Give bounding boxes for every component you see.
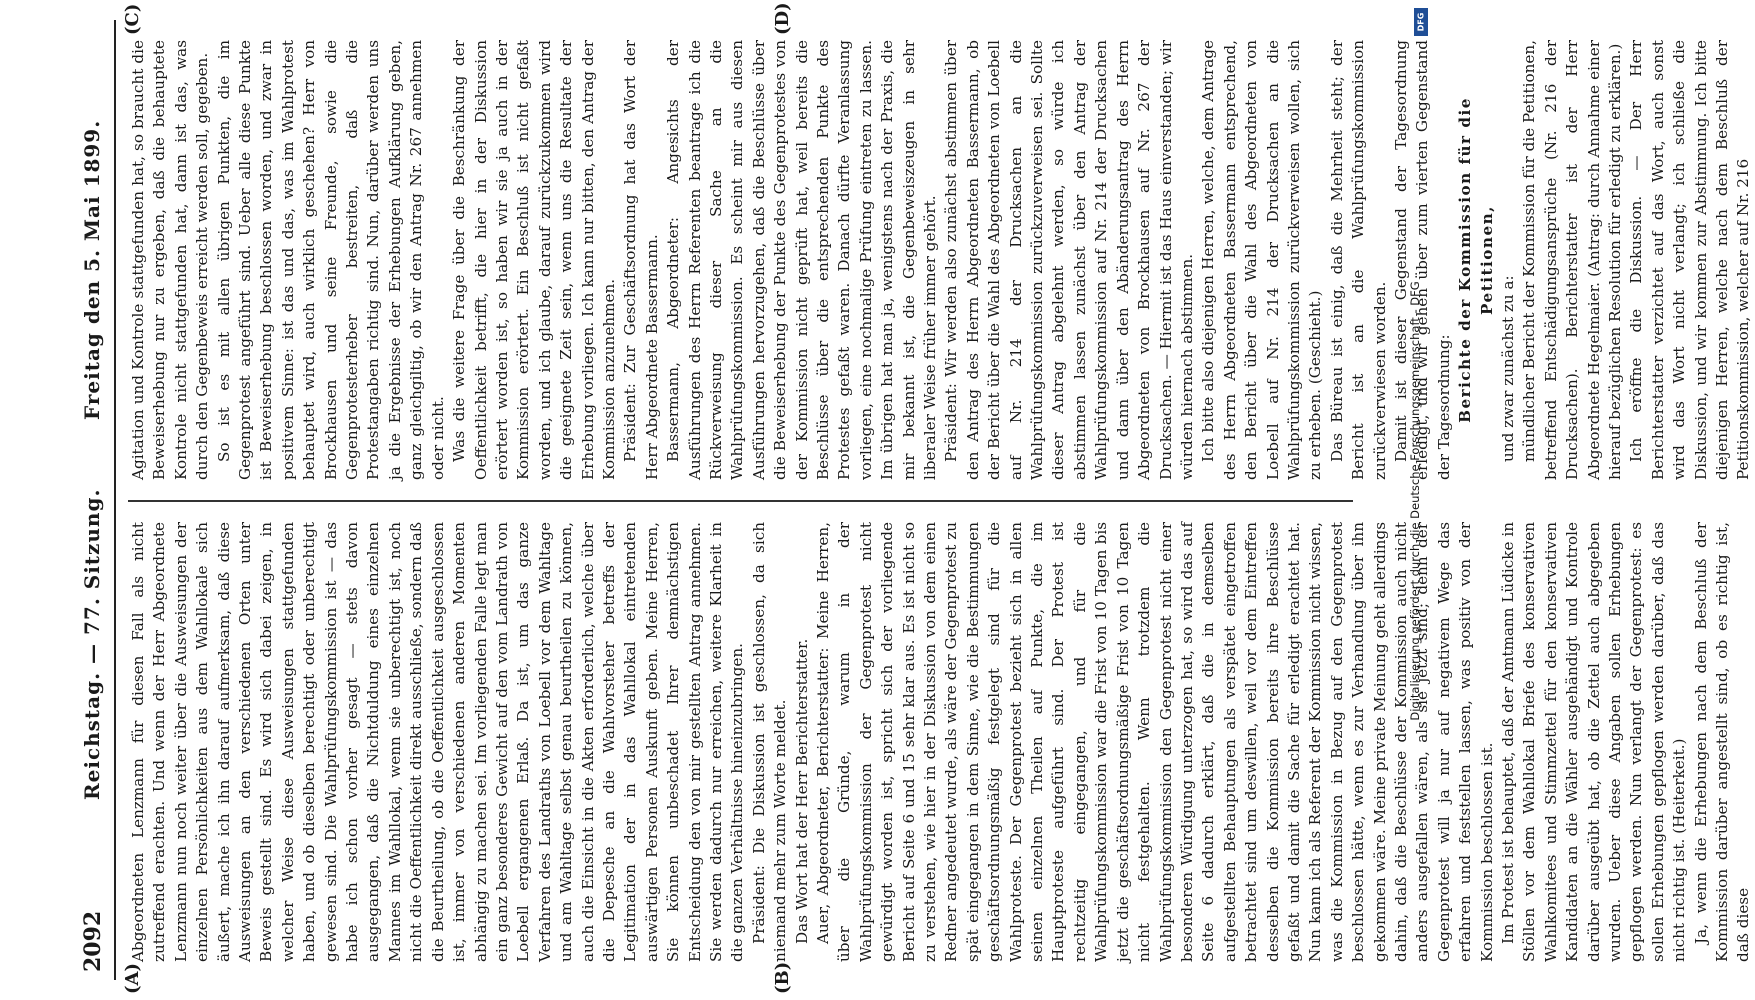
- left-column: [128, 522, 1753, 962]
- dfg-logo: [1414, 8, 1428, 36]
- margin-marker-b: (B): [772, 961, 793, 994]
- paragraph: Ja, wenn die Erhebungen nach dem Beschluß der Kommission darüber angestellt sind, ob es richtig ist, daß diese: [1691, 522, 1753, 962]
- paragraph: Ich bitte also diejenigen Herren, welche, dem Antrage des Herrn Abgeordneten Bassermann entsprechend, den Bericht über die Wahl des Abgeordneten von Loebell auf Nr. 214 der Drucksachen an die Wahlprüfungskommission zurückverweisen wollen, sich zu erheben. (Geschieht.): [1199, 40, 1325, 480]
- page-number: 2092: [80, 910, 106, 972]
- margin-marker-c: (C): [122, 3, 143, 35]
- dfg-logo-text: DFG: [1416, 12, 1426, 32]
- paragraph: Damit ist dieser Gegenstand der Tagesordnung erledigt, und wir gehen über zum vierten Gegenstand der Tagesordnung:: [1391, 40, 1453, 480]
- paragraph: Agitation und Kontrole stattgefunden hat, so braucht die Beweiserhebung nur zu ergeben, daß die behauptete Kontrole nicht stattgefunden hat, dann ist das, was durch den Gegenbeweis erreicht werden soll, gegeben.: [129, 40, 212, 480]
- margin-marker-a: (A): [122, 963, 143, 994]
- paragraph: Abgeordneten Lenzmann für diesen Fall als nicht zutreffend erachten. Und wenn der Herr Abgeordnete Lenzmann nun noch weiter über die Ausweisungen der einzelnen Persönlichkeiten aus dem Wahllokale sich äußert, mache ich ihn darauf aufmerksam, daß diese Ausweisungen an den verschiedenen Orten unter Beweis gestellt sind. Es wird sich dabei zeigen, in welcher Weise diese Ausweisungen stattgefunden haben, und ob dieselben berechtigt oder unberechtigt gewesen sind. Die Wahlprüfungskommission ist — das habe ich schon vorher gesagt — stets davon ausgegangen, daß die Nichtduldung eines einzelnen Mannes im Wahllokal, wenn sie unberechtigt ist, noch nicht die Oeffentlichkeit direkt ausschließe, sondern daß die Beurtheilung, ob die Oeffentlichkeit ausgeschlossen ist, immer von verschiedenen anderen Momenten abhängig zu machen sei. Im vorliegenden Falle legt man ein ganz besonderes Gewicht auf den vom Landrath von Loebell ergangenen Erlaß. Da ist, um das ganze Verfahren des Landraths von Loebell vor dem Wahltage und am Wahltage selbst genau beurtheilen zu können, auch die Einsicht in die Akten erforderlich, welche über die Depesche an die Wahlvorsteher betreffs der Legitimation der in das Wahllokal eintretenden auswärtigen Personen Auskunft geben. Meine Herren, Sie können unbeschadet Ihrer demnächstigen Entscheidung den von mir gestellten Antrag annehmen. Sie werden dadurch nur erreichen, weitere Klarheit in die ganzen Verhältnisse hineinzubringen.: [129, 522, 747, 962]
- header-rule: [114, 20, 116, 980]
- paragraph: Präsident: Zur Geschäftsordnung hat das Wort der Herr Abgeordnete Bassermann.: [621, 40, 661, 480]
- paragraph: So ist es mit allen übrigen Punkten, die im Gegenprotest angeführt sind. Ueber alle diese Punkte ist Beweiserhebung beschlossen worden, und zwar in positivem Sinne: ist das und das, was im Wahlprotest behauptet wird, auch wirklich geschehen? Herr von Brockhausen und seine Freunde, sowie die Gegenprotesterheber bestreiten, daß die Protestangaben richtig sind. Nun, darüber werden uns ja die Ergebnisse der Erhebungen Aufklärung geben, ganz gleichgiltig, ob wir den Antrag Nr. 267 annehmen oder nicht.: [214, 40, 447, 480]
- paragraph: Ich eröffne die Diskussion. — Der Herr Berichterstatter verzichtet auf das Wort, auch sonst wird das Wort nicht verlangt; ich schließe die Diskussion, und wir kommen zur Abstimmung. Ich bitte diejenigen Herren, welche nach dem Beschluß der Petitionskommission, welcher auf Nr. 216: [1627, 40, 1753, 480]
- paragraph: Das Wort hat der Herr Berichterstatter.: [792, 638, 811, 944]
- paragraph: und zwar zunächst zu a:: [1499, 275, 1517, 462]
- paragraph: Präsident: Wir werden also zunächst abstimmen über den Antrag des Herrn Abgeordneten Bassermann, ob der Bericht über die Wahl des Abgeordneten von Loebell auf Nr. 214 der Drucksachen an die Wahlprüfungskommission zurückzuverweisen sei. Sollte dieser Antrag abgelehnt werden, so würde ich abstimmen lassen zunächst über den Antrag der Wahlprüfungskommission auf Nr. 214 der Drucksachen und dann über den Abänderungsantrag des Herrn Abgeordneten von Brockhausen auf Nr. 267 der Drucksachen. — Hiermit ist das Haus einverstanden; wir würden hiernach abstimmen.: [942, 40, 1196, 480]
- paragraph: Was die weitere Frage über die Beschränkung der Oeffentlichkeit betrifft, die hier in der Diskussion erörtert worden ist, so haben wir sie ja auch in der Kommission erörtert. Ein Beschluß ist nicht gefaßt worden, und ich glaube, darauf zurückzukommen wird die geeignete Zeit sein, wenn uns die Resultate der Erhebung vorliegen. Ich kann nur bitten, den Antrag der Kommission anzunehmen.: [450, 40, 618, 480]
- paragraph: Das Büreau ist einig, daß die Mehrheit steht; der Bericht ist an die Wahlprüfungskommission zurückverwiesen worden.: [1327, 40, 1389, 480]
- paragraph: Auer, Abgeordneter, Berichterstatter: Meine Herren, über die Gründe, warum in der Wahlprüfungskommission der Gegenprotest nicht gewürdigt worden ist, spricht sich der vorliegende Bericht auf Seite 6 und 15 sehr klar aus. Es ist nicht so zu verstehen, wie hier in der Diskussion von dem einen Redner angedeutet wurde, als wäre der Gegenprotest zu spät eingegangen in dem Sinne, wie die Bestimmungen geschäftsordnungsmäßig festgelegt sind für die Wahlproteste. Der Gegenprotest bezieht sich in allen seinen einzelnen Theilen auf Punkte, die im Hauptproteste aufgeführt sind. Der Protest ist rechtzeitig eingegangen, und für die Wahlprüfungskommission war die Frist von 10 Tagen bis jetzt die geschäftsordnungsmäßige Frist von 10 Tagen nicht festgehalten. Wenn trotzdem die Wahlprüfungskommission den Gegenprotest nicht einer besonderen Würdigung unterzogen hat, so wird das auf Seite 6 dadurch erklärt, daß die in demselben aufgestellten Behauptungen als verspätet eingetroffen betrachtet sind um deswillen, weil vor dem Eintreffen desselben die Kommission bereits ihre Beschlüsse gefaßt und damit die Sache für erledigt erachtet hat. Nun kann ich als Referent der Kommission nicht wissen, was die Kommission in Bezug auf den Gegenprotest beschlossen hätte, wenn es zur Verhandlung über ihn gekommen wäre. Meine private Meinung geht allerdings dahin, daß die Beschlüsse der Kommission auch nicht anders ausgefallen wären, als sie jetzt sind; denn der Gegenprotest will ja nur auf negativem Wege das erfahren und feststellen lassen, was positiv von der Kommission beschlossen ist.: [814, 522, 1496, 962]
- running-head: [52, 20, 112, 980]
- paragraph: Bassermann, Abgeordneter: Angesichts der Ausführungen des Herrn Referenten beantrage ich die Rückverweisung dieser Sache an die Wahlprüfungskommission. Es scheint mir aus diesen Ausführungen hervorzugehen, daß die Beschlüsse über die Beweiserhebung der Punkte des Gegenprotestes von der Kommission nicht geprüft hat, weil bereits die Beschlüsse über die entsprechenden Punkte des Protestes gefaßt waren. Danach dürfte Veranlassung vorliegen, eine nochmalige Prüfung eintreten zu lassen. Im übrigen hat man ja, wenigstens nach der Praxis, die mir bekannt ist, die Gegenbeweiszeugen in sehr liberaler Weise früher immer gehört.: [664, 40, 940, 480]
- paragraph: Präsident: Die Diskussion ist geschlossen, da sich niemand mehr zum Worte meldet.: [749, 522, 790, 962]
- running-head-right: Freitag den 5. Mai 1899.: [80, 119, 104, 420]
- right-column: [128, 40, 1753, 480]
- paragraph: Im Protest ist behauptet, daß der Amtmann Lüdicke in Stöllen vor dem Wahllokal Briefe des konservativen Wahlkomitees und Stimmzettel für den konservativen Kandidaten an die Wähler ausgehändigt und Kontrole darüber ausgeübt hat, ob die Zettel auch abgegeben wurden. Ueber diese Angaben sollen Erhebungen gepflogen werden. Nun verlangt der Gegenprotest: es sollen Erhebungen gepflogen werden darüber, daß das nicht richtig ist. (Heiterkeit.): [1499, 522, 1689, 962]
- paragraph: mündlicher Bericht der Kommission für die Petitionen, betreffend Entschädigungsansprüche (Nr. 216 der Drucksachen). Berichterstatter ist der Herr Abgeordnete Hegelmaier. (Antrag: durch Annahme einer hierauf bezüglichen Resolution für erledigt zu erklären.): [1520, 40, 1625, 480]
- column-divider: [128, 500, 1353, 502]
- running-head-left: Reichstag. — 77. Sitzung.: [80, 488, 104, 800]
- margin-marker-d: (D): [772, 2, 793, 35]
- section-heading: Berichte der Kommission für die Petitionen,: [1456, 97, 1496, 423]
- digitization-credit: [1398, 6, 1432, 996]
- digitization-credit-text: Digitalisierung gefördert durch die Deutsche Forschungsgemeinschaft - DFG: [1408, 281, 1422, 721]
